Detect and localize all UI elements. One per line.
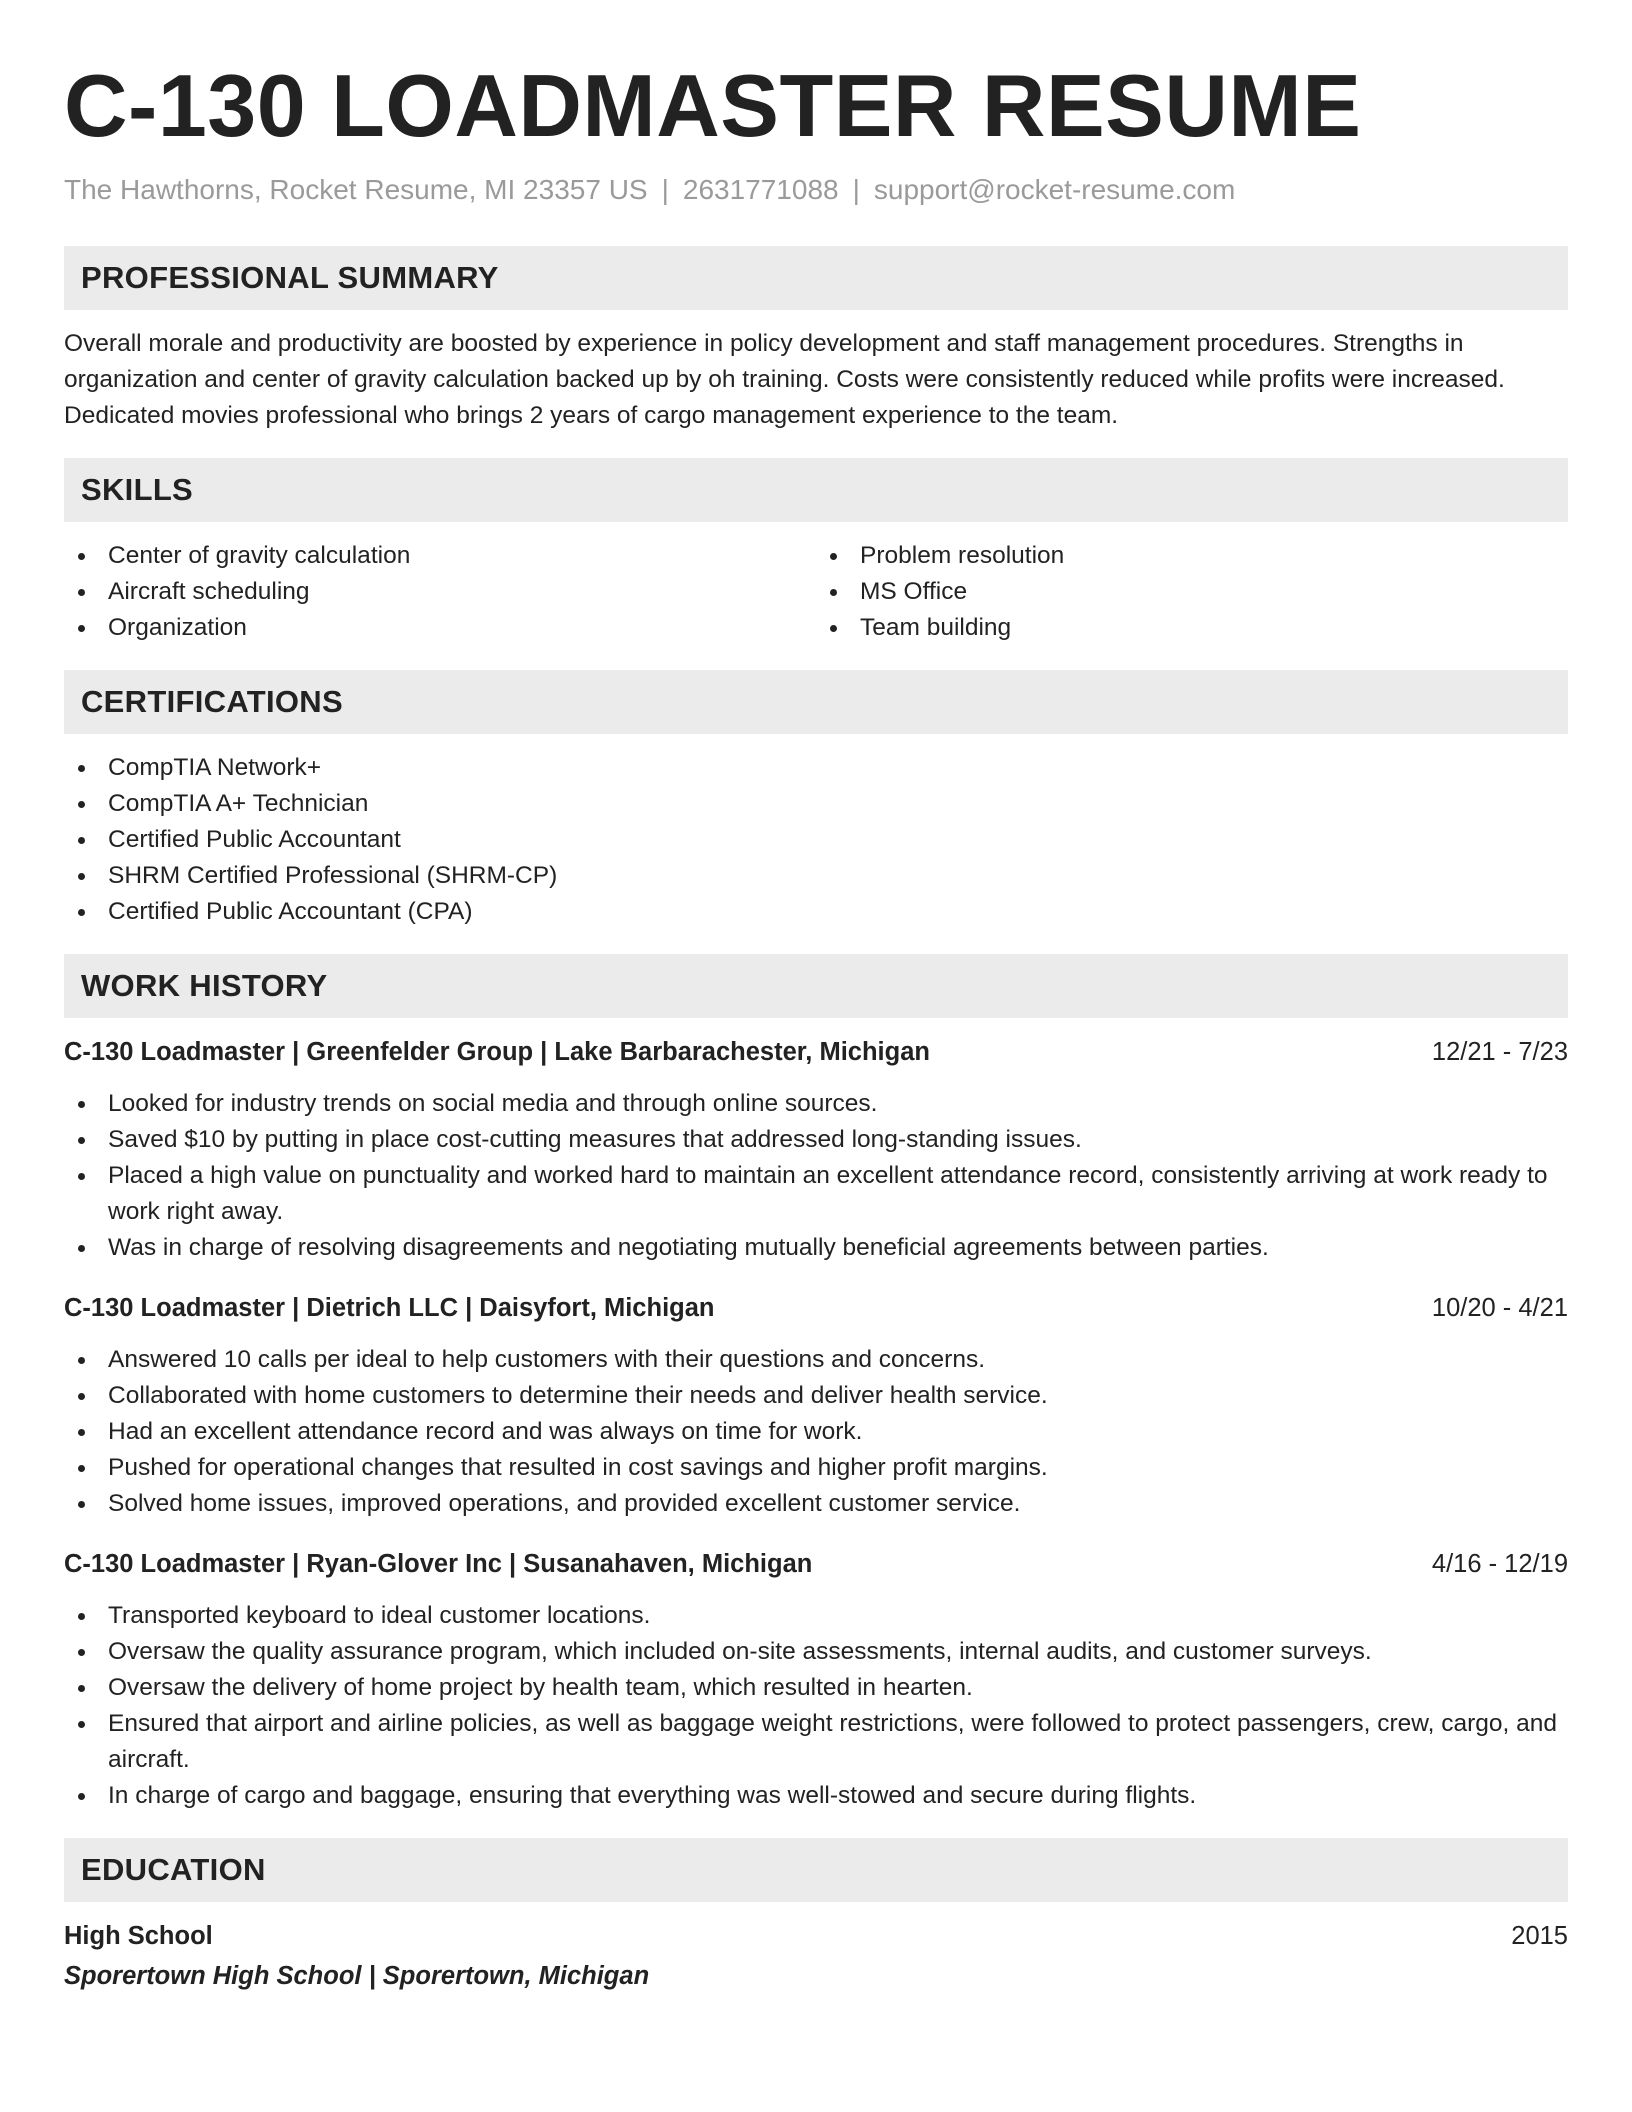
education-school: Sporertown High School | Sporertown, Michigan	[64, 1962, 650, 1990]
skills-list-right	[816, 538, 1568, 646]
job-entry	[64, 1290, 1568, 1522]
job-bullet: Was in charge of resolving disagreements and negotiating mutually beneficial agreements between parties.	[64, 1230, 1568, 1266]
job-bullets	[64, 1598, 1568, 1814]
job-bullet: Collaborated with home customers to determine their needs and deliver health service.	[64, 1378, 1568, 1414]
skill-item: Aircraft scheduling	[64, 574, 816, 610]
section-heading-work-history: WORK HISTORY	[64, 954, 1568, 1018]
certifications-list	[64, 750, 1568, 930]
job-header	[64, 1034, 1568, 1070]
job-bullet: Pushed for operational changes that resulted in cost savings and higher profit margins.	[64, 1450, 1568, 1486]
job-title: C-130 Loadmaster | Dietrich LLC | Daisyfort, Michigan	[64, 1294, 715, 1322]
section-heading-skills: SKILLS	[64, 458, 1568, 522]
job-title: C-130 Loadmaster | Ryan-Glover Inc | Susanahaven, Michigan	[64, 1550, 813, 1578]
job-dates: 4/16 - 12/19	[1431, 1550, 1568, 1578]
contact-separator: |	[661, 174, 669, 205]
job-entry	[64, 1034, 1568, 1266]
job-bullet: Answered 10 calls per ideal to help customers with their questions and concerns.	[64, 1342, 1568, 1378]
job-bullet: Looked for industry trends on social media and through online sources.	[64, 1086, 1568, 1122]
skill-item: MS Office	[816, 574, 1568, 610]
job-bullet: Solved home issues, improved operations, and provided excellent customer service.	[64, 1486, 1568, 1522]
job-bullet: Transported keyboard to ideal customer locations.	[64, 1598, 1568, 1634]
skills-columns	[64, 538, 1568, 646]
education-year: 2015	[1511, 1922, 1568, 1950]
job-dates: 10/20 - 4/21	[1431, 1294, 1568, 1322]
contact-address: The Hawthorns, Rocket Resume, MI 23357 US	[64, 174, 648, 205]
certification-item: CompTIA A+ Technician	[64, 786, 1568, 822]
summary-text: Overall morale and productivity are boosted by experience in policy development and staff management procedures. Strengths in organization and center of gravity calculation backed up by oh training. Costs were consistently reduced while profits were increased. Dedicated movies professional who brings 2 years of cargo management experience to the team.	[64, 330, 1505, 429]
job-header	[64, 1290, 1568, 1326]
section-heading-education: EDUCATION	[64, 1838, 1568, 1902]
job-bullet: Had an excellent attendance record and was always on time for work.	[64, 1414, 1568, 1450]
skill-item: Problem resolution	[816, 538, 1568, 574]
contact-phone: 2631771088	[682, 174, 839, 205]
job-bullet: Placed a high value on punctuality and worked hard to maintain an excellent attendance record, consistently arriving at work ready to work right away.	[64, 1158, 1568, 1230]
job-header	[64, 1546, 1568, 1582]
contact-email: support@rocket-resume.com	[873, 174, 1236, 205]
certification-item: Certified Public Accountant (CPA)	[64, 894, 1568, 930]
job-bullet: Ensured that airport and airline policies, as well as baggage weight restrictions, were followed to protect passengers, crew, cargo, and aircraft.	[64, 1706, 1568, 1778]
job-bullet: Saved $10 by putting in place cost-cutting measures that addressed long-standing issues.	[64, 1122, 1568, 1158]
contact-separator: |	[852, 174, 860, 205]
section-heading-certifications: CERTIFICATIONS	[64, 670, 1568, 734]
resume-title: C-130 LOADMASTER RESUME	[64, 56, 1362, 155]
certification-item: SHRM Certified Professional (SHRM-CP)	[64, 858, 1568, 894]
section-heading-summary: PROFESSIONAL SUMMARY	[64, 246, 1568, 310]
job-bullets	[64, 1342, 1568, 1522]
contact-line	[64, 172, 1568, 208]
job-dates: 12/21 - 7/23	[1431, 1038, 1568, 1066]
education-header	[64, 1918, 1568, 1954]
skills-list-left	[64, 538, 816, 646]
job-entry	[64, 1546, 1568, 1814]
job-bullet: Oversaw the delivery of home project by health team, which resulted in hearten.	[64, 1670, 1568, 1706]
job-title: C-130 Loadmaster | Greenfelder Group | Lake Barbarachester, Michigan	[64, 1038, 930, 1066]
skill-item: Center of gravity calculation	[64, 538, 816, 574]
skill-item: Team building	[816, 610, 1568, 646]
certification-item: CompTIA Network+	[64, 750, 1568, 786]
job-bullet: Oversaw the quality assurance program, which included on-site assessments, internal audits, and customer surveys.	[64, 1634, 1568, 1670]
education-degree: High School	[64, 1922, 213, 1950]
job-bullet: In charge of cargo and baggage, ensuring that everything was well-stowed and secure during flights.	[64, 1778, 1568, 1814]
skill-item: Organization	[64, 610, 816, 646]
certification-item: Certified Public Accountant	[64, 822, 1568, 858]
job-bullets	[64, 1086, 1568, 1266]
